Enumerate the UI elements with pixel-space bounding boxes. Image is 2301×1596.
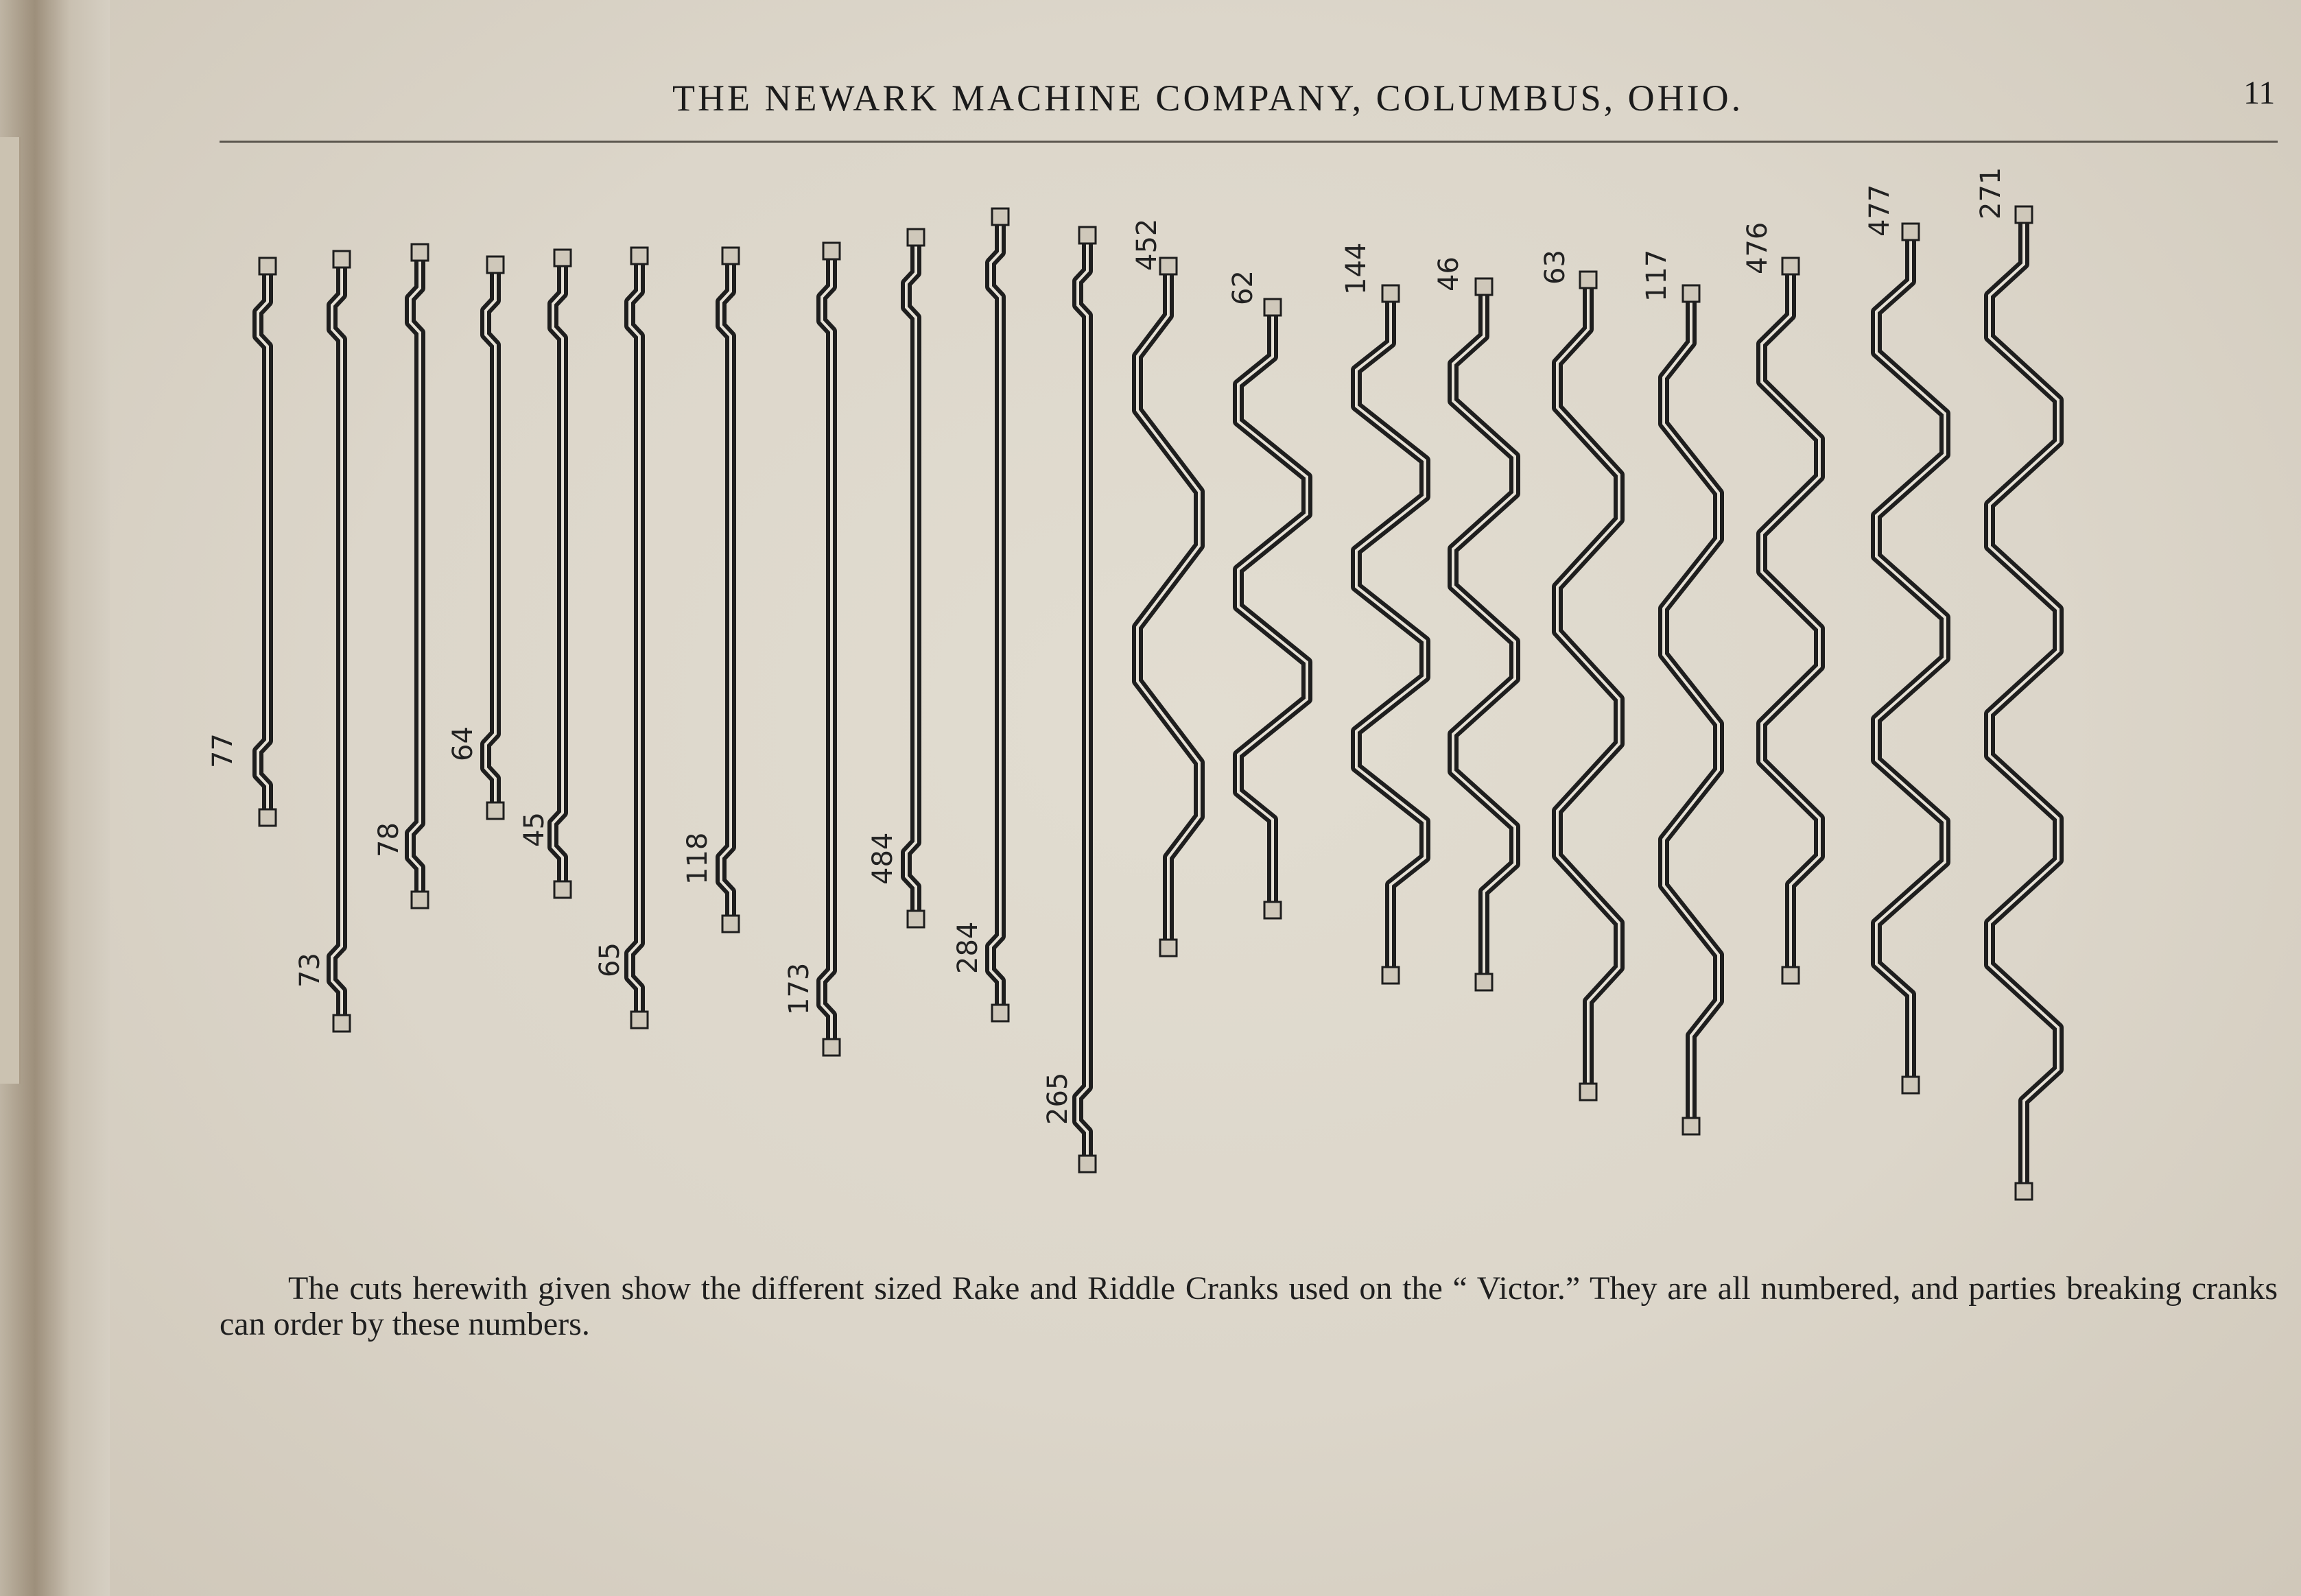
crank-illustration-plate xyxy=(110,0,2301,1221)
crank-collar xyxy=(1476,974,1492,990)
page-number: 11 xyxy=(2243,75,2276,111)
crank-collar xyxy=(487,802,504,819)
crank-collar xyxy=(259,809,276,826)
crank-shaft xyxy=(1078,230,1087,1169)
crank-collar xyxy=(722,248,739,264)
crank-collar xyxy=(259,258,276,274)
crank-144 xyxy=(1341,243,1425,984)
crank-shaft-highlight xyxy=(1762,261,1819,981)
crank-477 xyxy=(1864,184,1945,1093)
crank-collar xyxy=(554,250,571,266)
crank-collar xyxy=(1079,227,1096,243)
previous-page-edge xyxy=(0,137,21,1084)
crank-collar xyxy=(1902,1077,1919,1093)
crank-number-label: 452 xyxy=(1131,218,1163,271)
crank-collar xyxy=(1683,1118,1699,1134)
crank-collar xyxy=(1902,224,1919,240)
crank-collar xyxy=(908,911,924,927)
crank-collar xyxy=(1683,285,1699,302)
catalog-page xyxy=(110,0,2301,1596)
crank-collar xyxy=(1160,940,1177,956)
crank-collar xyxy=(722,916,739,932)
crank-65 xyxy=(594,248,648,1028)
crank-number-label: 62 xyxy=(1227,270,1259,305)
crank-45 xyxy=(519,250,571,898)
crank-number-label: 65 xyxy=(594,942,626,977)
crank-number-label: 284 xyxy=(952,921,984,974)
crank-collar xyxy=(992,209,1008,225)
crank-number-label: 477 xyxy=(1864,184,1896,237)
crank-shaft xyxy=(906,232,916,925)
crank-shaft-highlight xyxy=(1453,281,1515,988)
crank-shaft xyxy=(1137,261,1199,953)
crank-collar xyxy=(487,257,504,273)
crank-number-label: 265 xyxy=(1042,1072,1074,1125)
crank-collar xyxy=(1782,967,1799,984)
crank-shaft xyxy=(721,250,731,929)
crank-number-label: 144 xyxy=(1341,242,1372,295)
crank-collar xyxy=(1264,902,1281,918)
crank-46 xyxy=(1433,257,1515,990)
crank-476 xyxy=(1742,222,1819,984)
crank-shaft xyxy=(822,246,831,1053)
crank-64 xyxy=(447,257,504,819)
crank-number-label: 73 xyxy=(294,953,326,988)
crank-shaft xyxy=(630,250,639,1025)
crank-collar xyxy=(823,243,840,259)
crank-collar xyxy=(333,1015,350,1032)
crank-78 xyxy=(373,244,428,908)
crank-collar xyxy=(1476,278,1492,295)
crank-number-label: 271 xyxy=(1975,167,2007,219)
crank-shaft xyxy=(1876,226,1945,1091)
crank-number-label: 64 xyxy=(447,726,479,761)
crank-shaft xyxy=(332,254,342,1029)
crank-284 xyxy=(952,209,1008,1021)
crank-collar xyxy=(2016,206,2032,223)
crank-collar xyxy=(631,1012,648,1028)
crank-117 xyxy=(1641,250,1719,1134)
crank-77 xyxy=(207,258,276,826)
crank-number-label: 45 xyxy=(519,812,550,847)
crank-collar xyxy=(1782,258,1799,274)
crank-62 xyxy=(1227,270,1307,918)
crank-number-label: 173 xyxy=(783,962,815,1015)
crank-collar xyxy=(1382,285,1399,302)
crank-271 xyxy=(1975,167,2058,1200)
crank-collar xyxy=(1382,967,1399,984)
crank-shaft xyxy=(553,252,563,895)
crank-265 xyxy=(1042,227,1096,1172)
crank-number-label: 77 xyxy=(207,733,239,768)
crank-collar xyxy=(412,892,428,908)
crank-collar xyxy=(1580,1084,1596,1100)
crank-number-label: 484 xyxy=(867,832,899,885)
crank-collar xyxy=(823,1039,840,1056)
crank-collar xyxy=(1079,1156,1096,1172)
crank-number-label: 117 xyxy=(1641,249,1673,302)
crank-collar xyxy=(908,229,924,246)
crank-number-label: 118 xyxy=(682,832,713,885)
crank-173 xyxy=(783,243,840,1056)
crank-collar xyxy=(992,1005,1008,1021)
crank-collar xyxy=(412,244,428,261)
crank-452 xyxy=(1131,219,1199,956)
crank-number-label: 78 xyxy=(373,822,405,857)
caption-text: The cuts herewith given show the different sized Rake and Riddle Cranks used on the “ Victor.” They are all numbered, and parties breaking cranks can order by these numbers. xyxy=(220,1270,2278,1342)
crank-number-label: 46 xyxy=(1433,257,1465,291)
crank-shaft xyxy=(1557,274,1619,1097)
crank-collar xyxy=(1264,299,1281,315)
crank-shaft-highlight xyxy=(1356,288,1425,981)
crank-shaft xyxy=(1664,288,1719,1132)
page-header-title: THE NEWARK MACHINE COMPANY, COLUMBUS, OHIO. xyxy=(672,78,1744,119)
crank-collar xyxy=(554,881,571,898)
crank-118 xyxy=(682,248,739,932)
crank-number-label: 476 xyxy=(1742,222,1773,274)
crank-number-label: 63 xyxy=(1539,250,1571,285)
crank-63 xyxy=(1539,250,1619,1100)
crank-shaft-highlight xyxy=(1990,209,2058,1197)
crank-484 xyxy=(867,229,924,927)
crank-shaft xyxy=(410,247,420,905)
crank-collar xyxy=(631,248,648,264)
crank-73 xyxy=(294,251,350,1032)
crank-collar xyxy=(2016,1183,2032,1200)
crank-shaft xyxy=(991,211,1000,1019)
crank-collar xyxy=(1580,272,1596,288)
crank-collar xyxy=(333,251,350,267)
